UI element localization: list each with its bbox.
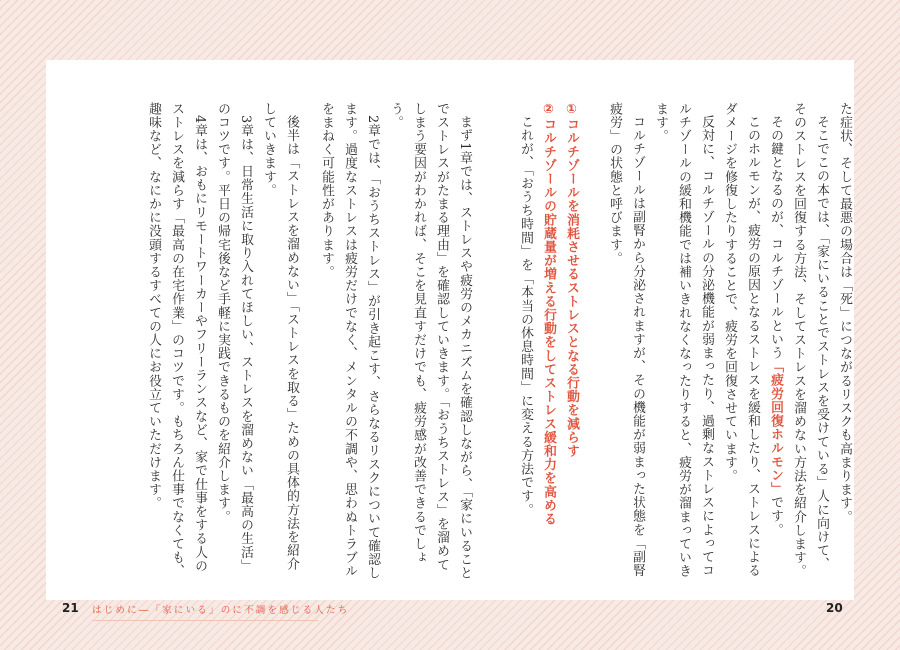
method-item-1: ①コルチゾールを消耗させるストレスとなる行動を減らす: [564, 102, 579, 458]
right-paragraph-5: 反対に、コルチゾールの分泌機能が弱まったり、過剰なストレスによってコルチゾールの緩和機能では補いきれなくなったりすると、疲労が溜まっていきます。: [653, 102, 714, 578]
right-paragraph-1: た症状、そして最悪の場合は「死」につながるリスクも高まります。: [837, 102, 852, 524]
left-paragraph-4: 3章は、日常生活に取り入れてほしい、ストレスを溜めない「最高の生活」のコツです。平日の帰宅後など手軽に実践できるものを紹介します。: [215, 102, 253, 573]
left-page-number: 21: [62, 601, 79, 615]
right-paragraph-3: [764, 102, 787, 582]
right-paragraph-3-text-a: その鍵となるのが、コルチゾールという: [768, 114, 783, 360]
right-paragraph-3-text-b: です。: [768, 495, 783, 537]
right-paragraph-4: このホルモンが、疲労の原因となるストレスを緩和したり、ストレスによるダメージを修復したりすることで、疲労を回復させています。: [722, 102, 760, 578]
running-title-underline: [92, 620, 318, 621]
right-paragraph-6: コルチゾールは副腎から分泌されますが、その機能が弱まった状態を「副腎疲労」の状態と呼びます。: [607, 102, 645, 578]
left-paragraph-5: 4章は、おもにリモートワーカーやフリーランスなど、家で仕事をする人のストレスを減らす「最高の在宅作業」のコツです。もちろん仕事でなくても、趣味など、なにかに没頭するすべての人にお役立ていただけます。: [146, 102, 207, 578]
right-paragraph-7: これが、「おうち時間」を「本当の休息時間」に変える方法です。: [518, 114, 533, 517]
left-paragraph-3: 後半は「ストレスを溜めない」「ストレスを取る」ための具体的方法を紹介していきます。: [261, 102, 299, 571]
vertical-body-text: [116, 102, 856, 582]
method-item-2: ②コルチゾールの貯蔵量が増える行動をしてストレス緩和力を高める: [541, 102, 556, 526]
running-title: はじめに―「家にいる」のに不調を感じる人たち: [92, 605, 350, 616]
left-paragraph-2: 2章では、「おうちストレス」が引き起こす、さらなるリスクについて確認します。過度なストレスは疲労だけでなく、メンタルの不調や、思わぬトラブルをまねく可能性があります。: [319, 102, 380, 580]
right-page-number: 20: [826, 601, 843, 615]
right-paragraph-2: そこでこの本では、「家にいることでストレスを受けている」人に向けて、そのストレスを回復する方法、そしてストレスを溜めない方法を紹介します。: [791, 102, 829, 578]
book-spread: [46, 60, 854, 600]
left-paragraph-1: まず1章では、ストレスや疲労のメカニズムを確認しながら、「家にいることでストレスがたまる理由」を確認していきます。「おうちストレス」を溜めてしまう要因がわかれば、そこを見直すだけでも、疲労感が改善できるでしょう。: [388, 102, 472, 580]
fatigue-recovery-hormone-highlight: 「疲労回復ホルモン」: [768, 359, 783, 496]
